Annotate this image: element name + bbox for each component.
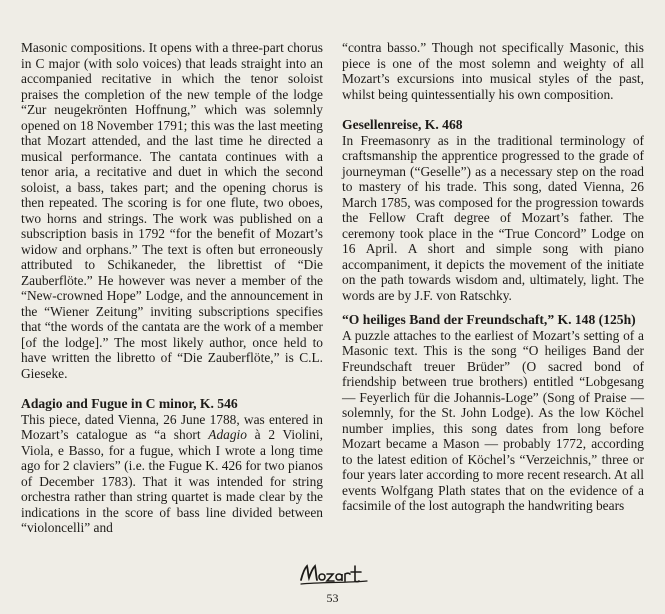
paragraph-adagio-fugue-part1: This piece, dated Vienna, 26 June 1788, was entered in Mozart’s catalogue as “a short <box>21 411 323 442</box>
paragraph-adagio-fugue <box>21 412 323 536</box>
heading-o-heiliges-band: “O heiliges Band der Freundschaft,” K. 148 (125h) <box>342 312 636 327</box>
heading-adagio-fugue: Adagio and Fugue in C minor, K. 546 <box>21 396 238 411</box>
right-column <box>342 40 644 514</box>
paragraph-adagio-continued: “contra basso.” Though not specifically Masonic, this piece is one of the most solemn and weighty of all Mozart’s excursions into musical styles of the past, whilst being quintessentially his own composition. <box>342 40 644 102</box>
paragraph-gesellenreise: In Freemasonry as in the traditional terminology of craftsmanship the apprentice progressed to the grade of journeyman (“Geselle”) as a necessary step on the road to mastery of his trade. This song, dated Vienna, 26 March 1785, was composed for the progression towards the Fellow Craft degree of Mozart’s father. The ceremony took place in the “True Concord” Lodge on 16 April. A short and simple song with piano accompaniment, it depicts the movement of the initiate on the path towards wisdom and, ultimately, light. The words are by J.F. von Ratschky. <box>342 132 644 303</box>
mozart-signature-logo <box>295 560 375 588</box>
adagio-italic: Adagio <box>208 427 247 442</box>
heading-gesellenreise: Gesellenreise, K. 468 <box>342 117 463 132</box>
paragraph-o-heiliges-band: A puzzle attaches to the earliest of Mozart’s setting of a Masonic text. This is the song “O heiliges Band der Freundschaft treuer Brüder” (O sacred bond of friendship between true brothers) entitled “Lobgesang — Feyerlich für die Johannis-Loge” (Song of Praise — solemnly, for the St. John Lodge). As the low Köchel number implies, this song dates from long before Mozart became a Mason — probably 1772, according to the latest edition of Köchel’s “Verzeichnis,” three or four years later according to more recent research. At all events Wolfgang Plath states that on the evidence of a facsimile of the lost autograph the handwriting bears <box>342 327 644 513</box>
page-number: 53 <box>326 591 339 605</box>
paragraph-cantata-description: Masonic compositions. It opens with a three-part chorus in C major (with solo voices) that leads straight into an accompanied recitative in which the tenor soloist praises the completion of the new temple of the lodge “Zur neugekrönten Hoffnung,” which was solemnly opened on 18 November 1791; this was the last meeting that Mozart attended, and the last time he directed a musical performance. The cantata continues with a tenor aria, a recitative and duet in which the second soloist, a bass, takes part; and the opening chorus is then repeated. The scoring is for one flute, two oboes, two horns and strings. The work was published on a subscription basis in 1792 “for the benefit of Mozart’s widow and orphans.” The text is often but erroneously attributed to Schikaneder, the librettist of “Die Zauberflöte.” He however was never a member of the “New-crowned Hope” Lodge, and the announcement in the “Wiener Zeitung” inviting subscriptions specifies that “the words of the cantata are the work of a member [of the lodge].” The most likely author, once held to have written the libretto of “Die Zauberflöte,” is C.L. Gieseke. <box>21 40 323 381</box>
paragraph-adagio-fugue-part2: à 2 Violini, Viola, e Basso, for a fugue, which I wrote a long time ago for 2 claviers” (i.e. the Fugue K. 426 for two pianos of December 1783). That it was intended for string orchestra rather than string quartet is made clear by the indications in the score of bass line divided between “violoncelli” and <box>21 427 323 535</box>
left-column <box>21 40 323 536</box>
